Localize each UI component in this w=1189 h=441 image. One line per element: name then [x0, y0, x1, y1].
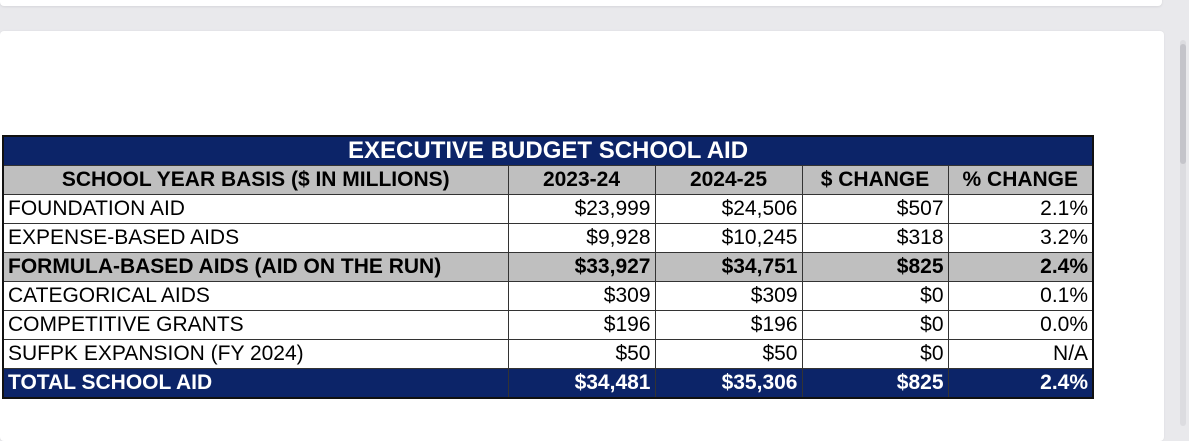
table-row-total-school-aid: [3, 369, 1093, 399]
table-row-foundation-aid: [3, 195, 1093, 224]
table-row-formula-based-aids: [3, 253, 1093, 282]
cell-percent-change: 2.1%: [948, 195, 1093, 224]
cell-2023-24: $34,481: [508, 369, 655, 399]
table-row-expense-based-aids: [3, 224, 1093, 253]
cell-2024-25: $35,306: [655, 369, 802, 399]
cell-dollar-change: $0: [802, 340, 948, 369]
column-header-basis: SCHOOL YEAR BASIS ($ IN MILLIONS): [3, 166, 508, 195]
cell-2024-25: $196: [655, 311, 802, 340]
cell-dollar-change: $0: [802, 311, 948, 340]
cell-2024-25: $10,245: [655, 224, 802, 253]
column-header-percent-change: % CHANGE: [948, 166, 1093, 195]
table-title: EXECUTIVE BUDGET SCHOOL AID: [3, 136, 1093, 166]
cell-2024-25: $50: [655, 340, 802, 369]
table-row-competitive-grants: [3, 311, 1093, 340]
cell-dollar-change: $0: [802, 282, 948, 311]
cell-dollar-change: $318: [802, 224, 948, 253]
row-label: COMPETITIVE GRANTS: [3, 311, 508, 340]
cell-percent-change: 2.4%: [948, 369, 1093, 399]
cell-2023-24: $50: [508, 340, 655, 369]
row-label: SUFPK EXPANSION (FY 2024): [3, 340, 508, 369]
table-header-row: [3, 166, 1093, 195]
cell-2024-25: $34,751: [655, 253, 802, 282]
cell-percent-change: N/A: [948, 340, 1093, 369]
cell-percent-change: 0.1%: [948, 282, 1093, 311]
table-title-row: [3, 136, 1093, 166]
cell-2023-24: $309: [508, 282, 655, 311]
table-row-categorical-aids: [3, 282, 1093, 311]
cell-2024-25: $309: [655, 282, 802, 311]
cell-percent-change: 3.2%: [948, 224, 1093, 253]
cell-2024-25: $24,506: [655, 195, 802, 224]
cell-2023-24: $23,999: [508, 195, 655, 224]
cell-dollar-change: $825: [802, 369, 948, 399]
cell-dollar-change: $507: [802, 195, 948, 224]
cell-dollar-change: $825: [802, 253, 948, 282]
table-row-sufpk-expansion: [3, 340, 1093, 369]
row-label: EXPENSE-BASED AIDS: [3, 224, 508, 253]
previous-card: [0, 0, 1162, 6]
row-label: CATEGORICAL AIDS: [3, 282, 508, 311]
cell-2023-24: $9,928: [508, 224, 655, 253]
row-label: FOUNDATION AID: [3, 195, 508, 224]
cell-2023-24: $196: [508, 311, 655, 340]
column-header-dollar-change: $ CHANGE: [802, 166, 948, 195]
cell-2023-24: $33,927: [508, 253, 655, 282]
column-header-2024-25: 2024-25: [655, 166, 802, 195]
cell-percent-change: 2.4%: [948, 253, 1093, 282]
row-label: FORMULA-BASED AIDS (AID ON THE RUN): [3, 253, 508, 282]
scrollbar-thumb[interactable]: [1180, 44, 1186, 164]
school-aid-table: [2, 135, 1094, 399]
column-header-2023-24: 2023-24: [508, 166, 655, 195]
cell-percent-change: 0.0%: [948, 311, 1093, 340]
row-label: TOTAL SCHOOL AID: [3, 369, 508, 399]
